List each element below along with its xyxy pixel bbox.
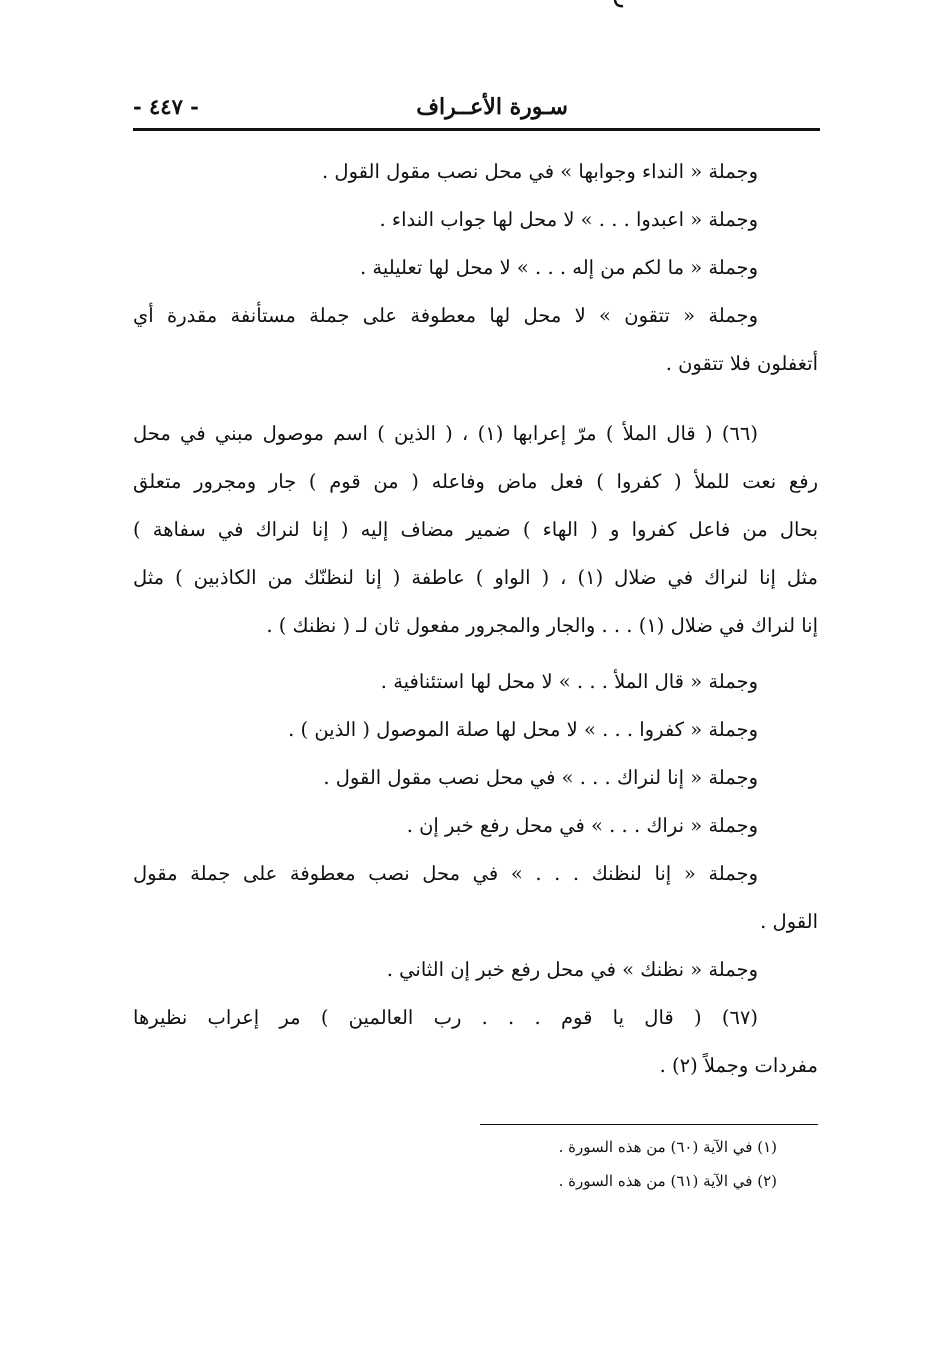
text-line: وجملة « اعبدوا . . . » لا محل لها جواب النداء . [379,208,758,231]
text-line: (٦٦) ( قال الملأ ) مرّ إعرابها (١) ، ( الذين ) اسم موصول مبني في محل [133,422,758,445]
body-text [133,148,818,1090]
text-line: رفع نعت للملأ ( كفروا ) فعل ماض وفاعله ( من قوم ) جار ومجرور متعلق [133,470,818,493]
text-line: وجملة « كفروا . . . » لا محل لها صلة الموصول ( الذين ) . [288,718,758,741]
scan-mark [612,0,626,10]
text-line: بحال من فاعل كفروا و ( الهاء ) ضمير مضاف إليه ( إنا لنراك في سفاهة ) [133,518,818,541]
page-number: - ٤٤٧ - [133,94,199,119]
text-line: وجملة « تتقون » لا محل لها معطوفة على جملة مستأنفة مقدرة أي [133,304,758,327]
text-line: إنا لنراك في ضلال (١) . . . والجار والمجرور مفعول ثان لـ ( نظنك ) . [266,614,818,637]
footnote: (٢) في الآية (٦١) من هذه السورة . [558,1172,777,1190]
header-rule [133,128,820,131]
text-line: مثل إنا لنراك في ضلال (١) ، ( الواو ) عاطفة ( إنا لنظنّك من الكاذبين ) مثل [133,566,818,589]
text-line: القول . [760,910,818,933]
text-line: وجملة « نراك . . . » في محل رفع خبر إن . [406,814,758,837]
text-line: وجملة « النداء وجوابها » في محل نصب مقول القول . [322,160,758,183]
text-line: مفردات وجملاً (٢) . [659,1054,818,1077]
text-line: وجملة « ما لكم من إله . . . » لا محل لها تعليلية . [359,256,758,279]
surah-title: سـورة الأعــراف [416,94,568,120]
text-line: وجملة « إنا لنظنك . . . » في محل نصب معطوفة على جملة مقول [133,862,758,885]
paragraph-gap [133,650,818,658]
footnote-rule [480,1124,818,1125]
text-line: وجملة « إنا لنراك . . . » في محل نصب مقول القول . [323,766,758,789]
page-header [133,92,818,126]
footnotes [357,1130,777,1198]
text-line: (٦٧) ( قال يا قوم . . . رب العالمين ) مر إعراب نظيرها [133,1006,758,1029]
text-line: وجملة « نظنك » في محل رفع خبر إن الثاني . [386,958,758,981]
footnote: (١) في الآية (٦٠) من هذه السورة . [558,1138,777,1156]
paragraph-gap [133,388,818,410]
text-line: وجملة « قال الملأ . . . » لا محل لها استئنافية . [380,670,758,693]
text-line: أتغفلون فلا تتقون . [665,352,818,375]
